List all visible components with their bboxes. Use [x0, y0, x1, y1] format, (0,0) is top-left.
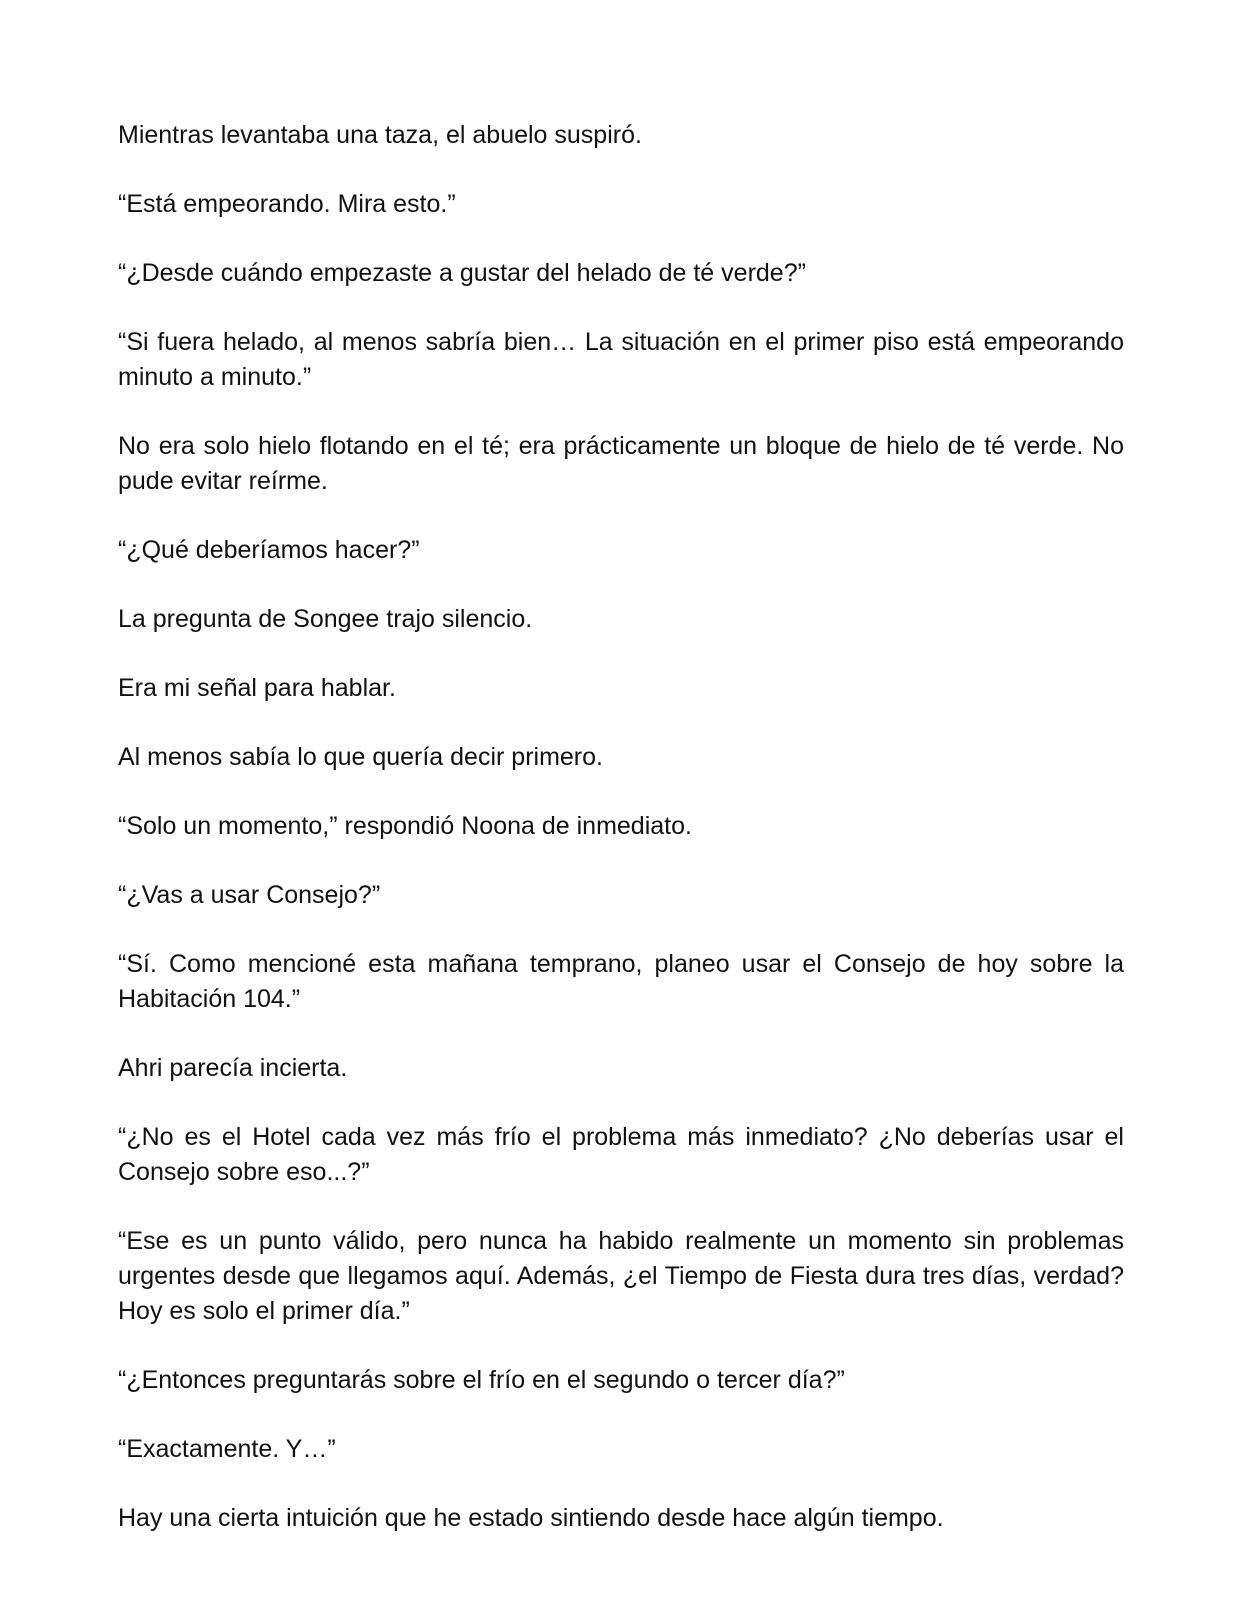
paragraph: “¿Qué deberíamos hacer?” [118, 536, 420, 564]
paragraph: “Está empeorando. Mira esto.” [118, 190, 456, 218]
paragraph: “Si fuera helado, al menos sabría bien… La situación en el primer piso está empeorando minuto a minuto.” [118, 328, 1124, 391]
text-body [118, 118, 1124, 1536]
paragraph: No era solo hielo flotando en el té; era prácticamente un bloque de hielo de té verde. No pude evitar reírme. [118, 432, 1124, 495]
paragraph: “¿Entonces preguntarás sobre el frío en el segundo o tercer día?” [118, 1366, 845, 1394]
paragraph: “¿Desde cuándo empezaste a gustar del helado de té verde?” [118, 259, 806, 287]
paragraph: Hay una cierta intuición que he estado sintiendo desde hace algún tiempo. [118, 1504, 944, 1532]
paragraph: Ahri parecía incierta. [118, 1054, 348, 1082]
paragraph: Era mi señal para hablar. [118, 674, 396, 702]
paragraph: La pregunta de Songee trajo silencio. [118, 605, 533, 633]
paragraph: “¿No es el Hotel cada vez más frío el problema más inmediato? ¿No deberías usar el Consejo sobre eso...?” [118, 1123, 1124, 1186]
paragraph: Al menos sabía lo que quería decir primero. [118, 743, 603, 771]
paragraph: Mientras levantaba una taza, el abuelo suspiró. [118, 121, 642, 149]
paragraph: “Ese es un punto válido, pero nunca ha habido realmente un momento sin problemas urgentes desde que llegamos aquí. Además, ¿el Tiempo de Fiesta dura tres días, verdad? Hoy es solo el primer día.” [118, 1227, 1124, 1325]
paragraph: “Exactamente. Y…” [118, 1435, 336, 1463]
paragraph: “Solo un momento,” respondió Noona de inmediato. [118, 812, 692, 840]
paragraph: “¿Vas a usar Consejo?” [118, 881, 381, 909]
paragraph: “Sí. Como mencioné esta mañana temprano, planeo usar el Consejo de hoy sobre la Habitación 104.” [118, 950, 1124, 1013]
